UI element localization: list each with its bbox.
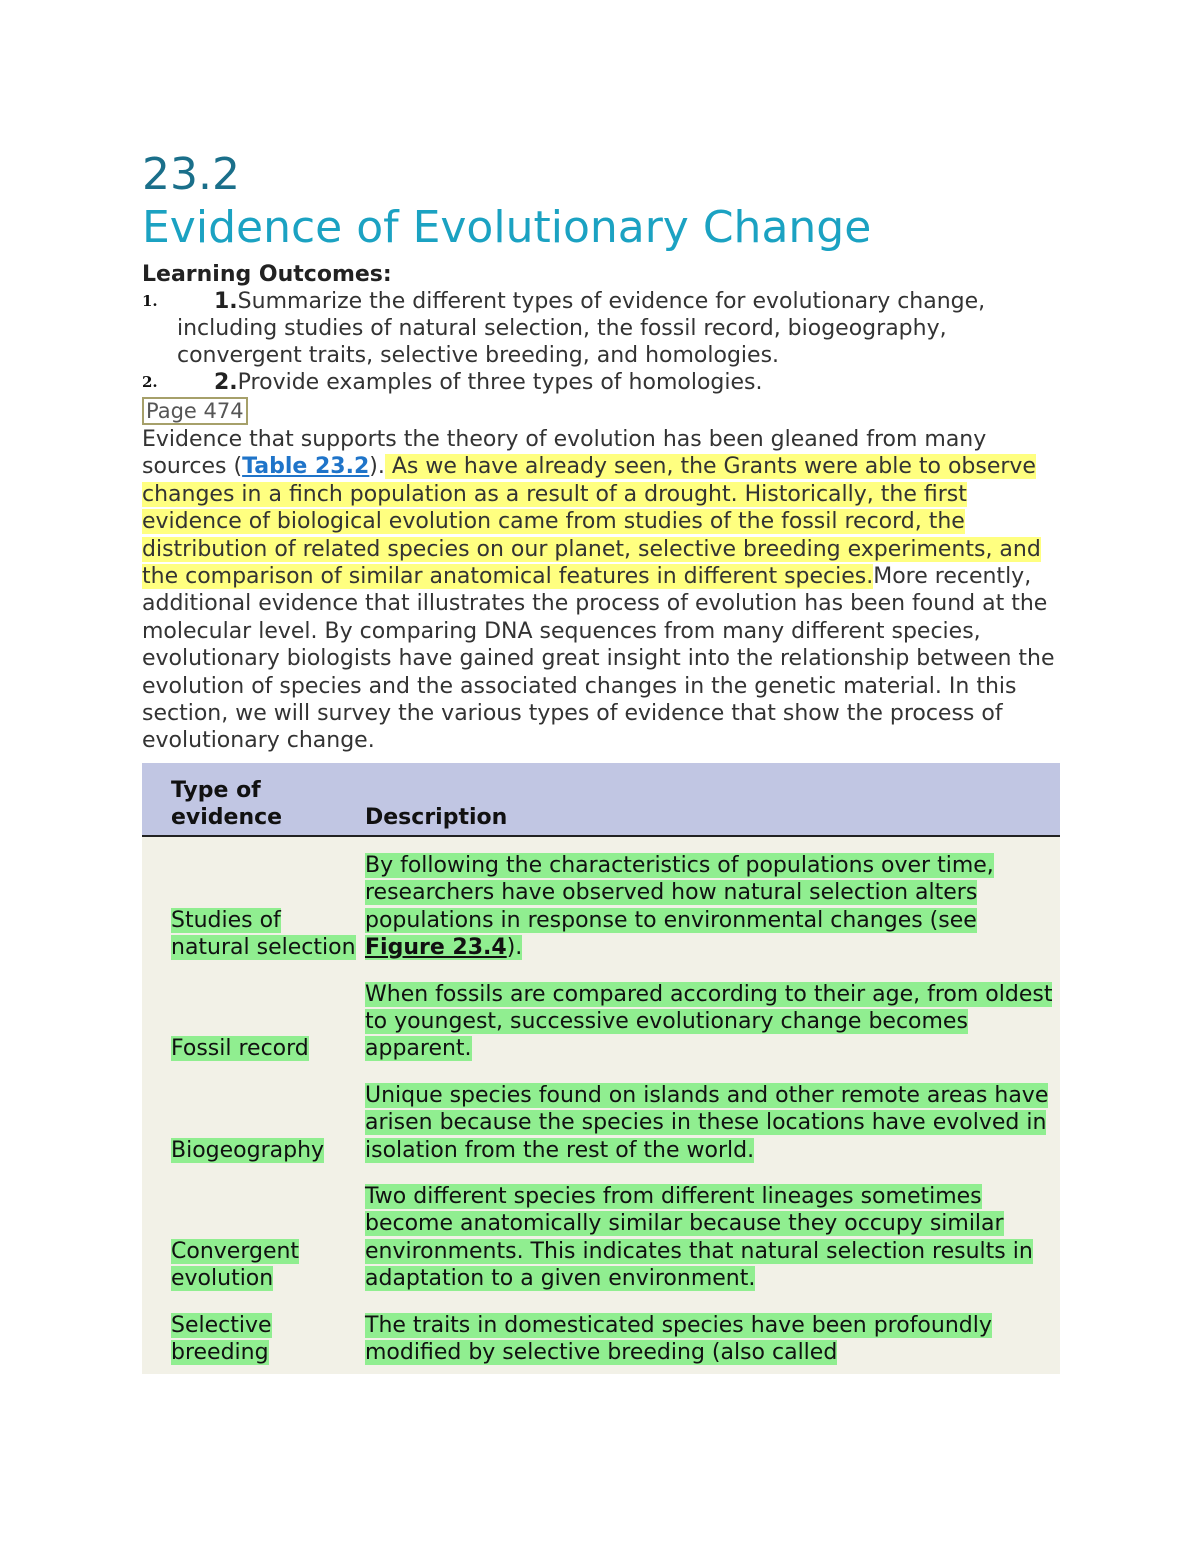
table-row (142, 836, 1060, 962)
description-cell (365, 1063, 1060, 1164)
type-text: Selective breeding (171, 1312, 272, 1365)
page-number-badge: Page 474 (142, 397, 248, 425)
intro-text: ). (369, 454, 385, 480)
learning-outcomes-heading: Learning Outcomes: (142, 262, 392, 287)
table-row (142, 1063, 1060, 1164)
section-number: 23.2 (142, 149, 240, 200)
section-title: Evidence of Evolutionary Change (142, 202, 872, 253)
type-text: Studies of natural selection (171, 907, 356, 961)
column-header-description: Description (365, 763, 1060, 836)
type-cell (142, 1164, 365, 1293)
description-text: Two different species from different lineages sometimes become anatomically similar because they occupy similar environments. This indicates that natural selection results in adaptation to a given environment. (365, 1183, 1033, 1292)
description-text: When fossils are compared according to their age, from oldest to youngest, successive evolutionary change becomes apparent. (365, 981, 1053, 1062)
description-cell (365, 962, 1060, 1063)
column-header-type: Type of evidence (142, 763, 365, 836)
table-row (142, 1293, 1060, 1375)
document-page (142, 150, 1062, 1374)
description-text: The traits in domesticated species have been profoundly modified by selective breeding (also called (365, 1312, 992, 1365)
description-cell (365, 1164, 1060, 1293)
outcome-number: 2. (214, 370, 238, 395)
intro-text: More recently, additional evidence that illustrates the process of evolution has been found at the molecular level. By comparing DNA sequences from many different species, evolutionary biologists have gained great insight into the relationship between the evolution of species and the associated changes in the genetic material. In this section, we will survey the various types of evidence that show the process of evolutionary change. (142, 564, 1055, 754)
type-cell (142, 1293, 365, 1375)
intro-paragraph (142, 426, 1062, 755)
list-marker: 2. (142, 373, 158, 391)
table-link[interactable]: Table 23.2 (242, 454, 370, 480)
description-text: Unique species found on islands and other remote areas have arisen because the species in these locations have evolved in isolation from the rest of the world. (365, 1082, 1049, 1163)
type-text: Fossil record (171, 1036, 309, 1062)
type-text: Biogeography (171, 1137, 325, 1163)
highlighted-text: As we have already seen, the Grants were able to observe changes in a finch population as a result of a drought. Historically, the first evidence of biological evolution came from studies of the fossil record, the distribution of related species on our planet, selective breeding experiments, and the comparison of similar anatomical features in different species. (142, 454, 1041, 590)
outcome-text: Summarize the different types of evidence for evolutionary change, including studies of natural selection, the fossil record, biogeography, convergent traits, selective breeding, and homologies. (177, 289, 986, 368)
learning-outcome-item (142, 369, 1062, 396)
figure-link[interactable]: Figure 23.4 (365, 935, 507, 961)
description-text: By following the characteristics of populations over time, researchers have observed how natural selection alters populations in response to environmental changes (see Figure 23.4). (365, 852, 994, 961)
learning-outcomes-list (142, 288, 1062, 396)
learning-outcome-item (142, 288, 1062, 369)
intro-text: Evidence that supports the theory of evolution has been gleaned from many sources ( (142, 427, 987, 480)
type-cell (142, 962, 365, 1063)
type-text: Convergent evolution (171, 1238, 300, 1292)
description-cell (365, 836, 1060, 962)
list-marker: 1. (142, 292, 158, 310)
type-cell (142, 1063, 365, 1164)
table-header-row (142, 763, 1060, 836)
outcome-text: Provide examples of three types of homologies. (237, 370, 763, 395)
evidence-table (142, 763, 1060, 1375)
description-cell (365, 1293, 1060, 1375)
table-row (142, 1164, 1060, 1293)
outcome-number: 1. (214, 289, 238, 314)
type-cell (142, 836, 365, 962)
table-row (142, 962, 1060, 1063)
